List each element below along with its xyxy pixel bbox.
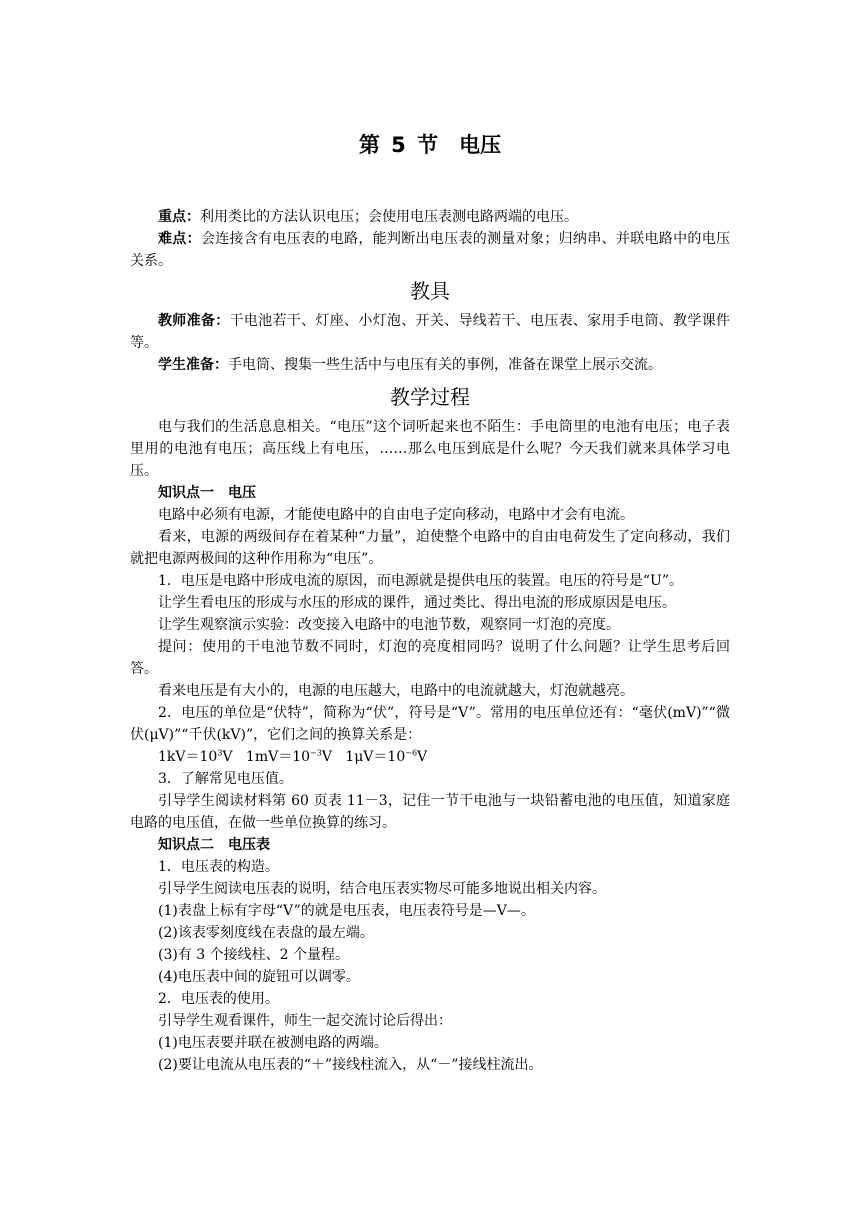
k1-paragraph-5: 让学生观察演示实验：改变接入电路中的电池节数，观察同一灯泡的亮度。	[158, 617, 620, 633]
key-point	[130, 206, 730, 228]
k1-paragraph-1: 电路中必须有电源，才能使电路中的自由电子定向移动，电路中才会有电流。	[158, 507, 634, 523]
student-prep-label: 学生准备：	[158, 357, 228, 373]
student-prep-text: 手电筒、搜集一些生活中与电压有关的事例，准备在课堂上展示交流。	[228, 357, 662, 373]
student-prep	[130, 354, 730, 376]
k1-paragraph-8: 2．电压的单位是“伏特”，简称为“伏”，符号是“V”。常用的电压单位还有：“毫伏(mV)”“微伏(μV)”“千伏(kV)”，它们之间的换算关系是：	[130, 705, 730, 743]
k2-paragraph-9: (1)电压表要并联在被测电路的两端。	[158, 1035, 388, 1051]
k1-paragraph-7: 看来电压是有大小的，电源的电压越大，电路中的电流就越大，灯泡就越亮。	[158, 683, 634, 699]
k1-paragraph-2: 看来，电源的两级间存在着某种“力量”，迫使整个电路中的自由电荷发生了定向移动，我们就把电源两极间的这种作用称为“电压”。	[130, 529, 730, 567]
process-heading: 教学过程	[390, 385, 470, 409]
k2-paragraph-7: 2．电压表的使用。	[158, 991, 279, 1007]
k2-paragraph-4: (2)该表零刻度线在表盘的最左端。	[158, 925, 374, 941]
difficulty-label: 难点：	[158, 231, 201, 247]
k1-paragraph-9: 3．了解常见电压值。	[158, 771, 293, 787]
difficulty-text: 会连接含有电压表的电路，能判断出电压表的测量对象；归纳串、并联电路中的电压关系。	[130, 231, 731, 269]
conv-uv: $1\mu V=10^{-6}V$	[345, 748, 428, 765]
k2-paragraph-6: (4)电压表中间的旋钮可以调零。	[158, 969, 360, 985]
teacher-prep	[130, 310, 730, 354]
k1-paragraph-10: 引导学生阅读材料第 60 页表 11－3，记住一节干电池与一块铅蓄电池的电压值，知道家庭电路的电压值，在做一些单位换算的练习。	[130, 793, 730, 831]
k2-paragraph-2: 引导学生阅读电压表的说明，结合电压表实物尽可能多地说出相关内容。	[158, 881, 606, 897]
k1-paragraph-4: 让学生看电压的形成与水压的形成的课件，通过类比、得出电流的形成原因是电压。	[158, 595, 676, 611]
k2-paragraph-5: (3)有 3 个接线柱、2 个量程。	[158, 947, 349, 963]
k1-heading-text: 知识点一 电压	[158, 485, 256, 501]
k1-paragraph-6: 提问：使用的干电池节数不同时，灯泡的亮度相同吗？说明了什么问题？让学生思考后回答。	[130, 639, 730, 677]
teacher-prep-label: 教师准备：	[158, 313, 230, 329]
k2-heading-text: 知识点二 电压表	[158, 837, 270, 853]
page-title: 第 5 节 电压	[358, 133, 502, 157]
k2-heading	[130, 834, 730, 856]
k2-paragraph-3: (1)表盘上标有字母“V”的就是电压表，电压表符号是—V—。	[158, 903, 535, 919]
key-point-text: 利用类比的方法认识电压；会使用电压表测电路两端的电压。	[200, 209, 578, 225]
k1-paragraph-3: 1．电压是电路中形成电流的原因，而电源就是提供电压的装置。电压的符号是“U”。	[158, 573, 684, 589]
k2-paragraph-10: (2)要让电流从电压表的“＋”接线柱流入，从“－”接线柱流出。	[158, 1057, 543, 1073]
k1-heading	[130, 482, 730, 504]
conv-kv: $1kV=10^3V$	[158, 748, 233, 765]
k2-paragraph-8: 引导学生观看课件，师生一起交流讨论后得出：	[158, 1013, 452, 1029]
tools-heading: 教具	[410, 279, 450, 303]
k2-paragraph-1: 1．电压表的构造。	[158, 859, 279, 875]
objectives	[130, 206, 730, 1076]
unit-conversion	[130, 746, 730, 768]
intro-paragraph: 电与我们的生活息息相关。“电压”这个词听起来也不陌生：手电筒里的电池有电压；电子表里用的电池有电压；高压线上有电压，……那么电压到底是什么呢？今天我们就来具体学习电压。	[130, 419, 730, 479]
teacher-prep-text: 干电池若干、灯座、小灯泡、开关、导线若干、电压表、家用手电筒、教学课件等。	[130, 313, 731, 351]
key-point-label: 重点：	[158, 209, 200, 225]
conv-mv: $1mV=10^{-3}V$	[245, 748, 332, 765]
difficulty	[130, 228, 730, 272]
